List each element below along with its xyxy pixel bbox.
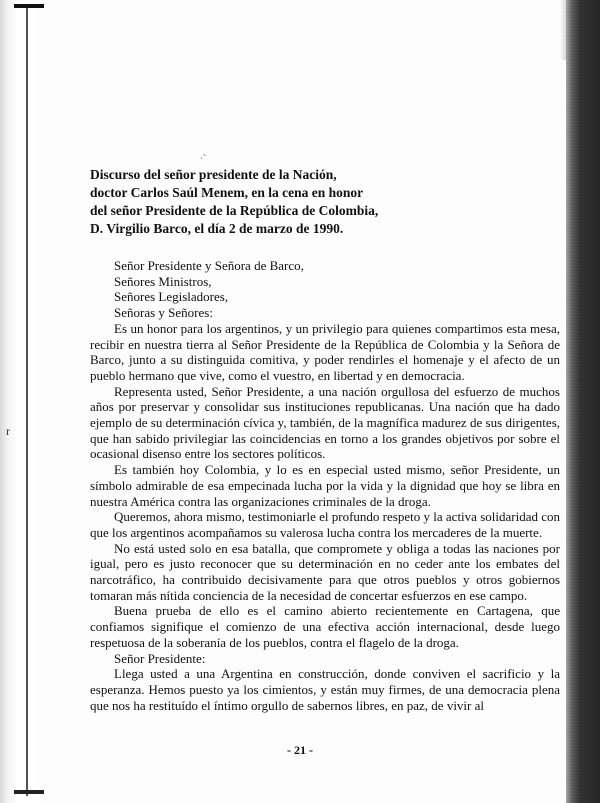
paragraph: Representa usted, Señor Presidente, a una nación orgullosa del esfuerzo de muchos años por preservar y consolidar sus instituciones republicanas. Una nación que ha dado ejemplo de su determinación cívica y, también, de la magnífica madurez de sus dirigentes, que han sabido privilegiar las coincidencias en torno a los grandes objetivos por sobre el ocasional disenso entre los sectores políticos. (90, 383, 560, 462)
paragraph: Queremos, ahora mismo, testimoniarle el profundo respeto y la activa solidaridad con que los argentinos acompañamos su valerosa lucha contra los mercaderes de la muerte. (90, 509, 560, 540)
speech-title (90, 166, 560, 238)
title-line: doctor Carlos Saúl Menem, en la cena en honor (90, 185, 364, 200)
title-line: D. Virgilio Barco, el día 2 de marzo de 1990. (90, 221, 344, 236)
left-binding-line (26, 6, 28, 796)
left-page-edge (0, 0, 36, 803)
title-line: del señor Presidente de la República de Colombia, (90, 203, 379, 218)
right-page-edge (566, 0, 600, 803)
paragraph: Señor Presidente: (114, 650, 206, 666)
salutation-line: Señores Ministros, (114, 273, 212, 289)
paragraph: Buena prueba de ello es el camino abierto recientemente en Cartagena, que confiamos signifique el comienzo de una efectiva acción internacional, desde luego respetuosa de la soberanía de los pueblos, contra el flagelo de la droga. (90, 603, 560, 650)
paragraph: Llega usted a una Argentina en construcción, donde conviven el sacrificio y la esperanza. Hemos puesto ya los cimientos, y están muy firmes, de una democracia plena que nos ha restituído el íntimo orgullo de sabernos libres, en paz, de vivir al (90, 666, 560, 713)
title-line: Discurso del señor presidente de la Nación, (90, 167, 337, 182)
speech-body (90, 258, 560, 713)
salutation-line: Señores Legisladores, (114, 289, 229, 305)
paragraph: Es también hoy Colombia, y lo es en especial usted mismo, señor Presidente, un símbolo admirable de esa empecinada lucha por la vida y la dignidad que hoy se libra en nuestra América contra las organizaciones criminales de la droga. (90, 462, 560, 509)
margin-mark: r (6, 424, 10, 438)
top-corner-mark (14, 4, 44, 8)
bottom-corner-mark (14, 790, 44, 794)
page-number: - 21 - (287, 743, 313, 757)
salutation-line: Señor Presidente y Señora de Barco, (114, 258, 304, 273)
paragraph: No está usted solo en esa batalla, que compromete y obliga a todas las naciones por igual, pero es justo reconocer que su determinación en no ceder ante los embates del narcotráfico, ha contribuido decisivamente para que otros pueblos y otros gobiernos tomaran más nítida conciencia de la necesidad de concertar esfuerzos en ese campo. (90, 540, 560, 603)
paragraph: Es un honor para los argentinos, y un privilegio para quienes compartimos esta mesa, recibir en nuestra tierra al Señor Presidente de la República de Colombia y la Señora de Barco, junto a su distinguida comitiva, y poder rendirles el homenaje y el afecto de un pueblo hermano que vive, como el vuestro, en libertad y en democracia. (90, 320, 560, 383)
salutation-line: Señoras y Señores: (114, 305, 213, 321)
scan-speck: ·˜ (200, 153, 206, 163)
